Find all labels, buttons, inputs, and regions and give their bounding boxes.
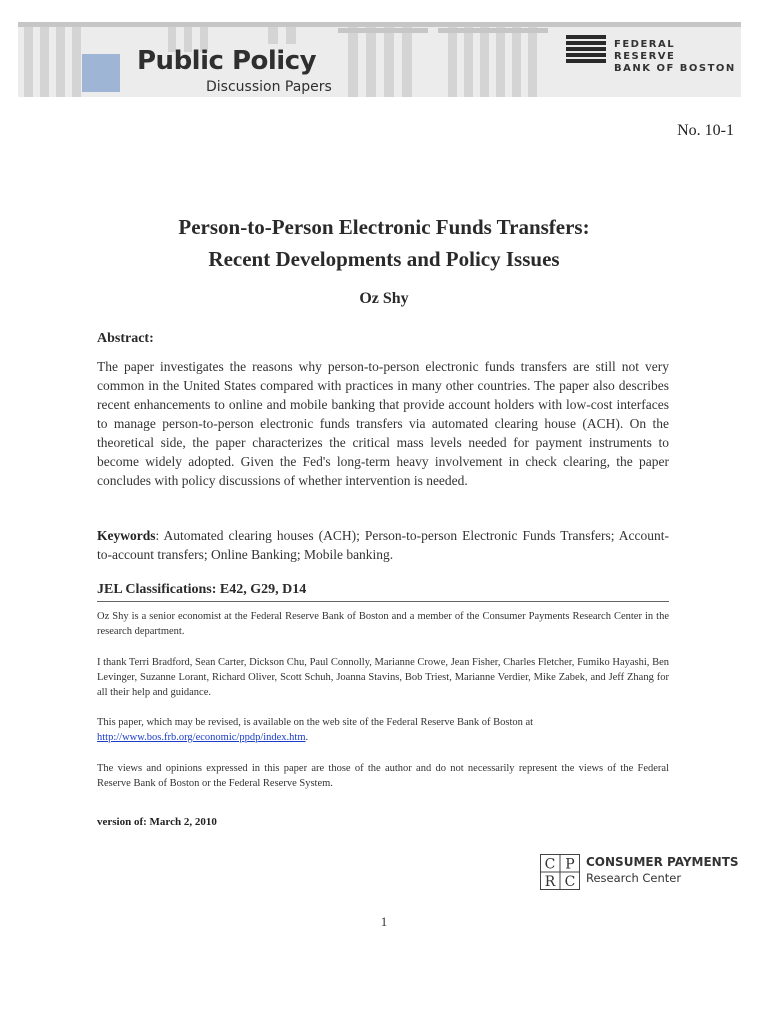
cprc-letter: C <box>564 874 576 890</box>
cprc-letter: R <box>544 874 556 890</box>
availability-text: This paper, which may be revised, is available on the web site of the Federal Reserve Bank of Boston at <box>97 717 534 728</box>
disclaimer-note: The views and opinions expressed in this paper are those of the author and do not necessarily represent the views of the Federal Reserve Bank of Boston or the Federal Reserve System. <box>97 763 669 789</box>
paper-title <box>0 211 768 275</box>
divider <box>97 601 669 602</box>
federal-reserve-logo-icon <box>566 35 606 63</box>
paper-title-line-1: Person-to-Person Electronic Funds Transfers: <box>178 215 590 239</box>
federal-reserve-name <box>614 39 741 75</box>
version-date: version of: March 2, 2010 <box>97 816 217 828</box>
availability-note <box>97 715 669 745</box>
abstract-heading: Abstract: <box>97 331 154 346</box>
cprc-subtitle: Research Center <box>586 871 682 885</box>
header-banner <box>18 22 741 97</box>
paper-title-line-2: Recent Developments and Policy Issues <box>208 247 560 271</box>
org-line-1: FEDERAL RESERVE <box>614 39 676 62</box>
jel-classifications: JEL Classifications: E42, G29, D14 <box>97 582 307 597</box>
cprc-letter: P <box>565 856 575 873</box>
cprc-letter-grid-icon <box>540 854 580 890</box>
url-suffix: . <box>305 732 309 743</box>
cprc-name: CONSUMER PAYMENTS <box>586 855 739 869</box>
paper-author: Oz Shy <box>359 290 409 307</box>
keywords-text: : Automated clearing houses (ACH); Person-to-person Electronic Funds Transfers; Account-to-account transfers; Online Banking; Mobile banking. <box>97 528 669 562</box>
paper-url-link[interactable]: http://www.bos.frb.org/economic/ppdp/index.htm <box>97 732 306 743</box>
document-number: No. 10-1 <box>677 122 734 139</box>
keywords-paragraph <box>97 526 669 564</box>
series-subtitle: Discussion Papers <box>206 79 332 95</box>
author-note: Oz Shy is a senior economist at the Federal Reserve Bank of Boston and a member of the Consumer Payments Research Center in the research department. <box>97 611 669 637</box>
blue-square-logo <box>82 54 120 92</box>
org-line-2: BANK OF BOSTON <box>614 63 736 74</box>
series-title: Public Policy <box>137 46 317 76</box>
cprc-letter: C <box>544 856 556 873</box>
page-number: 1 <box>380 914 388 929</box>
keywords-label: Keywords <box>97 528 156 543</box>
acknowledgements-note: I thank Terri Bradford, Sean Carter, Dickson Chu, Paul Connolly, Marianne Crowe, Jean Fisher, Charles Fletcher, Fumiko Hayashi, Ben Levinger, Suzanne Lorant, Richard Oliver, Scott Schuh, Joanna Stavins, Bob Triest, Marianne Verdier, Mike Zabek, and Jeff Zhang for all their help and guidance. <box>97 657 669 698</box>
abstract-text: The paper investigates the reasons why person-to-person electronic funds transfers are still not very common in the United States compared with practices in many other countries. The paper also describes recent enhancements to online and mobile banking that provide account holders with low-cost interfaces to manage person-to-person electronic funds transfers via automated clearing house (ACH). On the theoretical side, the paper characterizes the critical mass levels needed for payment instruments to become widely adopted. Given the Fed's long-term heavy involvement in check clearing, the paper concludes with policy discussions of whether intervention is needed. <box>97 359 669 488</box>
